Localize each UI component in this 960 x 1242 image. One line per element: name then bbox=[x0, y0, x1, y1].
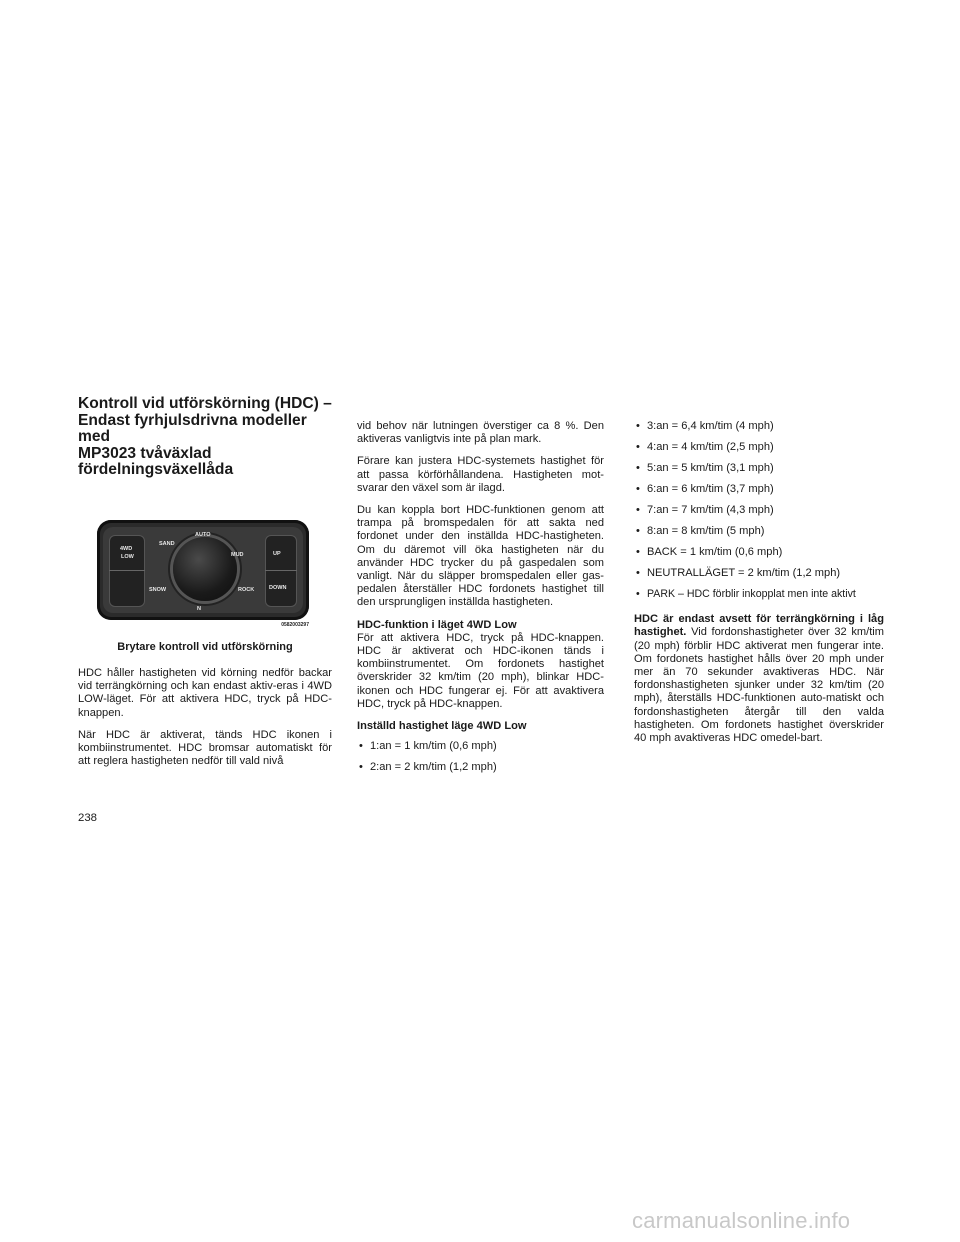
label-n: N bbox=[197, 605, 201, 612]
bullet-icon: • bbox=[359, 761, 363, 774]
label-mud: MUD bbox=[231, 551, 244, 558]
bullet-icon: • bbox=[636, 567, 640, 579]
list-item: • 5:an = 5 km/tim (3,1 mph) bbox=[636, 462, 774, 474]
up-down-button-image bbox=[265, 535, 297, 607]
label-auto: AUTO bbox=[195, 531, 211, 538]
list-item: • 3:an = 6,4 km/tim (4 mph) bbox=[636, 420, 774, 432]
selector-knob-image bbox=[173, 537, 237, 601]
page-number: 238 bbox=[78, 812, 98, 824]
paragraph: vid behov när lutningen överstiger ca 8 %. Den aktiveras vanligtvis inte på plan mark. bbox=[357, 420, 604, 446]
section-heading bbox=[78, 396, 332, 479]
label-sand: SAND bbox=[159, 540, 175, 547]
bullet-icon: • bbox=[636, 504, 640, 516]
column-left bbox=[78, 396, 332, 777]
list-item: • PARK – HDC förblir inkopplat men inte aktivt bbox=[636, 588, 856, 600]
paragraph: HDC håller hastigheten vid körning nedför backar vid terrängkörning och kan endast aktiv-eras i 4WD LOW-läget. För att aktivera HDC, tryck på HDC-knappen. bbox=[78, 666, 332, 719]
subheading: HDC-funktion i läget 4WD Low bbox=[357, 618, 517, 631]
list-item: • 7:an = 7 km/tim (4,3 mph) bbox=[636, 504, 774, 516]
list-item: • NEUTRALLÄGET = 2 km/tim (1,2 mph) bbox=[636, 567, 841, 579]
control-panel-image bbox=[97, 520, 309, 620]
paragraph: Du kan koppla bort HDC-funktionen genom att trampa på bromspedalen för att sakta ned fordonet under den inställda HDC-hastigheten. Om du däremot vill öka hastigheten när du använder HDC trycker du på gaspedalen som vanligt. När du släpper bromspedalen eller gas-pedalen återställer HDC fordonets hastighet till den ursprungligen inställda hastigheten. bbox=[357, 504, 604, 609]
label-4wd: 4WD bbox=[120, 545, 133, 552]
label-rock: ROCK bbox=[238, 586, 255, 593]
heading-line: Kontroll vid utförskörning (HDC) – bbox=[78, 395, 332, 412]
heading-line: fördelningsväxellåda bbox=[78, 461, 234, 479]
paragraph: HDC är endast avsett för terrängkörning i låg hastighet. Vid fordonshastigheter över 32 km/tim (20 mph) förblir HDC aktiverat men fungerar inte. Om fordonets hastighet hålls över 20 mph under mer än 70 sekunder avaktiveras HDC. När fordonshastigheten sjunker under 32 km/tim (20 mph), återställs HDC-funktionen auto-matiskt och fordonshastigheten återgår till den valda hastigheten. Om fordonets hastighet överskrider 40 mph avaktiveras HDC omedel-bart. bbox=[634, 613, 884, 745]
bold-lead: HDC är endast avsett för terrängkörning i låg hastighet. bbox=[634, 613, 884, 639]
bullet-icon: • bbox=[636, 525, 640, 537]
heading-line: MP3023 tvåväxlad bbox=[78, 444, 212, 462]
speed-list bbox=[634, 420, 884, 601]
column-middle bbox=[357, 420, 604, 783]
label-down: DOWN bbox=[269, 584, 287, 591]
label-low: LOW bbox=[121, 553, 134, 560]
subheading: Inställd hastighet läge 4WD Low bbox=[357, 720, 527, 733]
figure-caption: Brytare kontroll vid utförskörning bbox=[117, 640, 293, 653]
bullet-icon: • bbox=[636, 546, 640, 558]
heading-line: Endast fyrhjulsdrivna modeller med bbox=[78, 411, 307, 446]
speed-list bbox=[357, 740, 604, 774]
bullet-icon: • bbox=[636, 462, 640, 474]
watermark: carmanualsonline.info bbox=[632, 1208, 851, 1233]
bullet-icon: • bbox=[359, 740, 363, 753]
bullet-icon: • bbox=[636, 441, 640, 453]
bullet-icon: • bbox=[636, 588, 640, 600]
list-item: • 6:an = 6 km/tim (3,7 mph) bbox=[636, 483, 774, 495]
hdc-switch-figure bbox=[97, 520, 309, 633]
column-right bbox=[634, 420, 884, 754]
paragraph: När HDC är aktiverat, tänds HDC ikonen i kombiinstrumentet. HDC bromsar automatiskt för att reglera hastigheten nedför till vald nivå bbox=[78, 728, 332, 768]
bullet-icon: • bbox=[636, 420, 640, 432]
paragraph: Förare kan justera HDC-systemets hastighet för att passa körförhållandena. Hastigheten mot-svarar den växel som är ilagd. bbox=[357, 455, 604, 494]
list-item: • 2:an = 2 km/tim (1,2 mph) bbox=[359, 761, 497, 774]
label-snow: SNOW bbox=[149, 586, 167, 593]
list-item: • 4:an = 4 km/tim (2,5 mph) bbox=[636, 441, 774, 453]
bullet-icon: • bbox=[636, 483, 640, 495]
list-item: • BACK = 1 km/tim (0,6 mph) bbox=[636, 546, 783, 558]
list-item: • 1:an = 1 km/tim (0,6 mph) bbox=[359, 740, 497, 753]
label-up: UP bbox=[273, 550, 281, 557]
paragraph: För att aktivera HDC, tryck på HDC-knappen. HDC är aktiverat och HDC-ikonen tänds i kombiinstrumentet. Om fordonets hastighet överskrider 32 km/tim (20 mph), blinkar HDC-ikonen och HDC fungerar ej. För att avaktivera HDC, tryck på HDC-knappen. bbox=[357, 631, 604, 710]
figure-code: 0582003297 bbox=[281, 621, 309, 628]
list-item: • 8:an = 8 km/tim (5 mph) bbox=[636, 525, 765, 537]
